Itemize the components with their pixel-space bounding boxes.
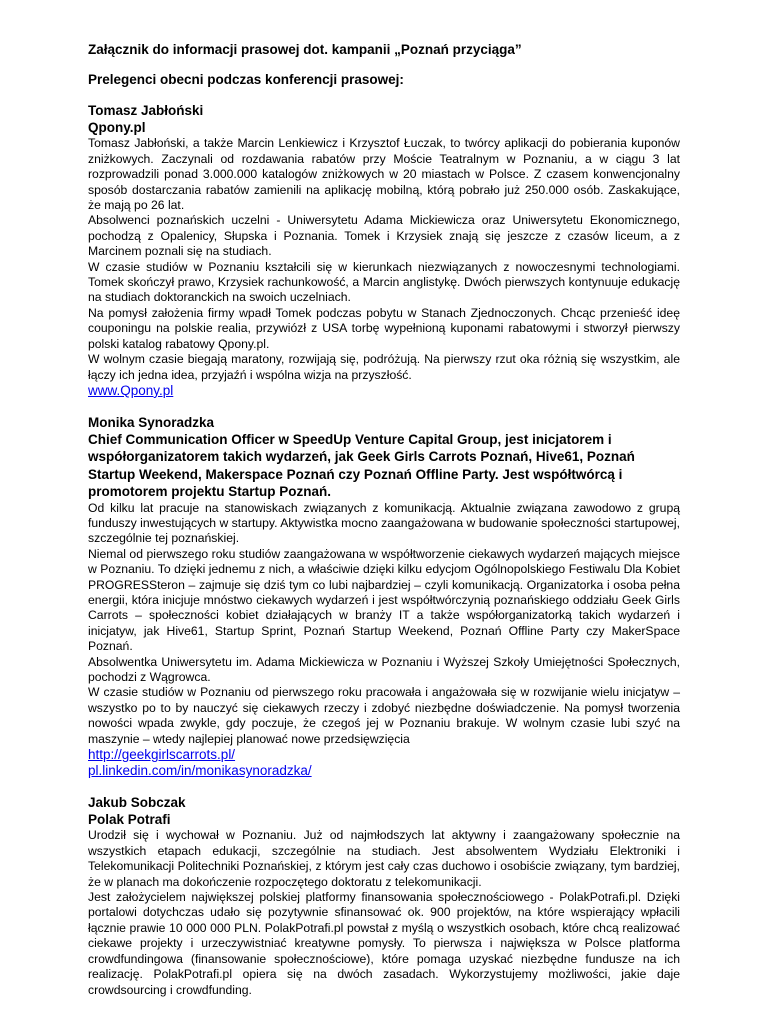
linkedin-link[interactable]: pl.linkedin.com/in/monikasynoradzka/ (88, 763, 312, 779)
bio-paragraph: W czasie studiów w Poznaniu kształcili się w kierunkach niezwiązanych z nowoczesnymi technologiami. Tomek skończył prawo, Krzysiek rachunkowość, a Marcin anglistykę. Dwóch pierwszych kontynuuje edukację na studiach doktoranckich na swoich uczelniach. (88, 259, 680, 305)
speaker-section-jablonski (88, 102, 680, 399)
speaker-role: Polak Potrafi (88, 812, 171, 828)
geekgirlscarrots-link[interactable]: http://geekgirlscarrots.pl/ (88, 747, 236, 763)
bio-paragraph: W czasie studiów w Poznaniu od pierwszego roku pracowała i angażowała się w rozwijanie wielu inicjatyw – wszystko po to by nauczyć się ciekawych rzeczy i zdobyć niezbędne doświadczenie. Na pomysł tworzenia nowości wpada zwykle, gdy poczuje, że czegoś jej w Poznaniu brakuje. W wolnym czasie lubi szyć na maszynie – wtedy najlepiej planować nowe przedsięwzięcia (88, 685, 680, 746)
speaker-section-sobczak (88, 794, 680, 998)
bio-paragraph: Tomasz Jabłoński, a także Marcin Lenkiewicz i Krzysztof Łuczak, to twórcy aplikacji do pobierania kuponów zniżkowych. Zaczynali od rozdawania rabatów przy Moście Teatralnym w Poznaniu, a w ciągu 3 lat rozprowadzili ponad 3.000.000 katalogów zniżkowych w 20 miastach w Polsce. Z czasem konwencjonalny sposób dostarczania rabatów zamienili na aplikację mobilną, którą pobrało już 250.000 osób. Zaskakujące, że mają po 26 lat. (88, 136, 680, 213)
document-title: Załącznik do informacji prasowej dot. kampanii „Poznań przyciąga” (88, 42, 522, 57)
qpony-link[interactable]: www.Qpony.pl (88, 382, 174, 398)
bio-paragraph: Absolwenci poznańskich uczelni - Uniwersytetu Adama Mickiewicza oraz Uniwersytetu Ekonomicznego, pochodzą z Opalenicy, Słupska i Poznania. Tomek i Krzysiek znają się jeszcze z czasów liceum, a z Marcinem poznali się na studiach. (88, 213, 680, 259)
speaker-name: Jakub Sobczak (88, 795, 186, 811)
speaker-name: Monika Synoradzka (88, 414, 215, 430)
bio-paragraph: Od kilku lat pracuje na stanowiskach związanych z komunikacją. Aktualnie związana zawodowo z grupą funduszy inwestujących w startupy. Aktywistka mocno zaangażowana w budowanie społeczności startupowej, szczególnie tej poznańskiej. (88, 500, 680, 546)
speaker-name: Tomasz Jabłoński (88, 103, 204, 118)
bio-paragraph: Jest założycielem największej polskiej platformy finansowania społecznościowego - PolakPotrafi.pl. Dzięki portalowi dotychczas udało się pozytywnie sfinansować ok. 900 projektów, na które wspierający wpłacili łącznie prawie 10 000 000 PLN. PolakPotrafi.pl powstał z myślą o wszystkich osobach, które chcą realizować ciekawe projekty i urzeczywistniać kreatywne pomysły. To pierwsza i największa w Polsce platforma crowdfundingowa (finansowanie społecznościowe), które pomaga uzyskać niezbędne fundusze na ich realizację. PolakPotrafi.pl opiera się na dwóch zasadach. Wykorzystujemy możliwości, jakie daje crowdsourcing i crowdfunding. (88, 890, 680, 997)
document-subtitle: Prelegenci obecni podczas konferencji prasowej: (88, 72, 404, 87)
speaker-role: Chief Communication Officer w SpeedUp Venture Capital Group, jest inicjatorem i współorganizatorem takich wydarzeń, jak Geek Girls Carrots Poznań, Hive61, Poznań Startup Weekend, Makerspace Poznań czy Poznań Offline Party. Jest współtwórcą i promotorem projektu Startup Poznań. (88, 431, 635, 500)
bio-paragraph: Urodził się i wychował w Poznaniu. Już od najmłodszych lat aktywny i zaangażowany społecznie na wszystkich etapach edukacji, szczególnie na studiach. Jest absolwentem Wydziału Elektroniki i Telekomunikacji Politechniki Poznańskiej, z którym jest cały czas duchowo i osobiście związany, tym bardziej, że w planach ma dokończenie rozpoczętego doktoratu z telekomunikacji. (88, 828, 680, 889)
bio-paragraph: Na pomysł założenia firmy wpadł Tomek podczas pobytu w Stanach Zjednoczonych. Chcąc przenieść ideę couponingu na polskie realia, przywiózł z USA torbę wypełnioną kuponami rabatowymi i stworzył pierwszy polski katalog rabatowy Qpony.pl. (88, 305, 680, 351)
speaker-role: Qpony.pl (88, 120, 146, 135)
document-page (88, 42, 680, 1013)
bio-paragraph: W wolnym czasie biegają maratony, rozwijają się, podróżują. Na pierwszy rzut oka różnią się wszystkim, ale łączy ich jedna idea, przyjaźń i wspólna wizja na przyszłość. (88, 352, 680, 382)
speaker-section-synoradzka (88, 414, 680, 779)
bio-paragraph: Niemal od pierwszego roku studiów zaangażowana w współtworzenie ciekawych wydarzeń mających miejsce w Poznaniu. To dzięki jednemu z nich, a właściwie dzięki kilku edycjom Ogólnopolskiego Festiwalu Dla Kobiet PROGRESSteron – zajmuje się dziś tym co lubi najbardziej – czyli komunikacją. Organizatorka i osoba pełna energii, która inicjuje mnóstwo ciekawych wydarzeń i jest współtwórczynią poznańskiego oddziału Geek Girls Carrots – społeczności kobiet działających w branży IT a także współorganizatorką takich wydarzeń i inicjatyw, jak Hive61, Startup Sprint, Poznań Startup Weekend, Poznań Offline Party czy MakerSpace Poznań. (88, 546, 680, 654)
bio-paragraph: Absolwentka Uniwersytetu im. Adama Mickiewicza w Poznaniu i Wyższej Szkoły Umiejętności Społecznych, pochodzi z Wągrowca. (88, 654, 680, 684)
